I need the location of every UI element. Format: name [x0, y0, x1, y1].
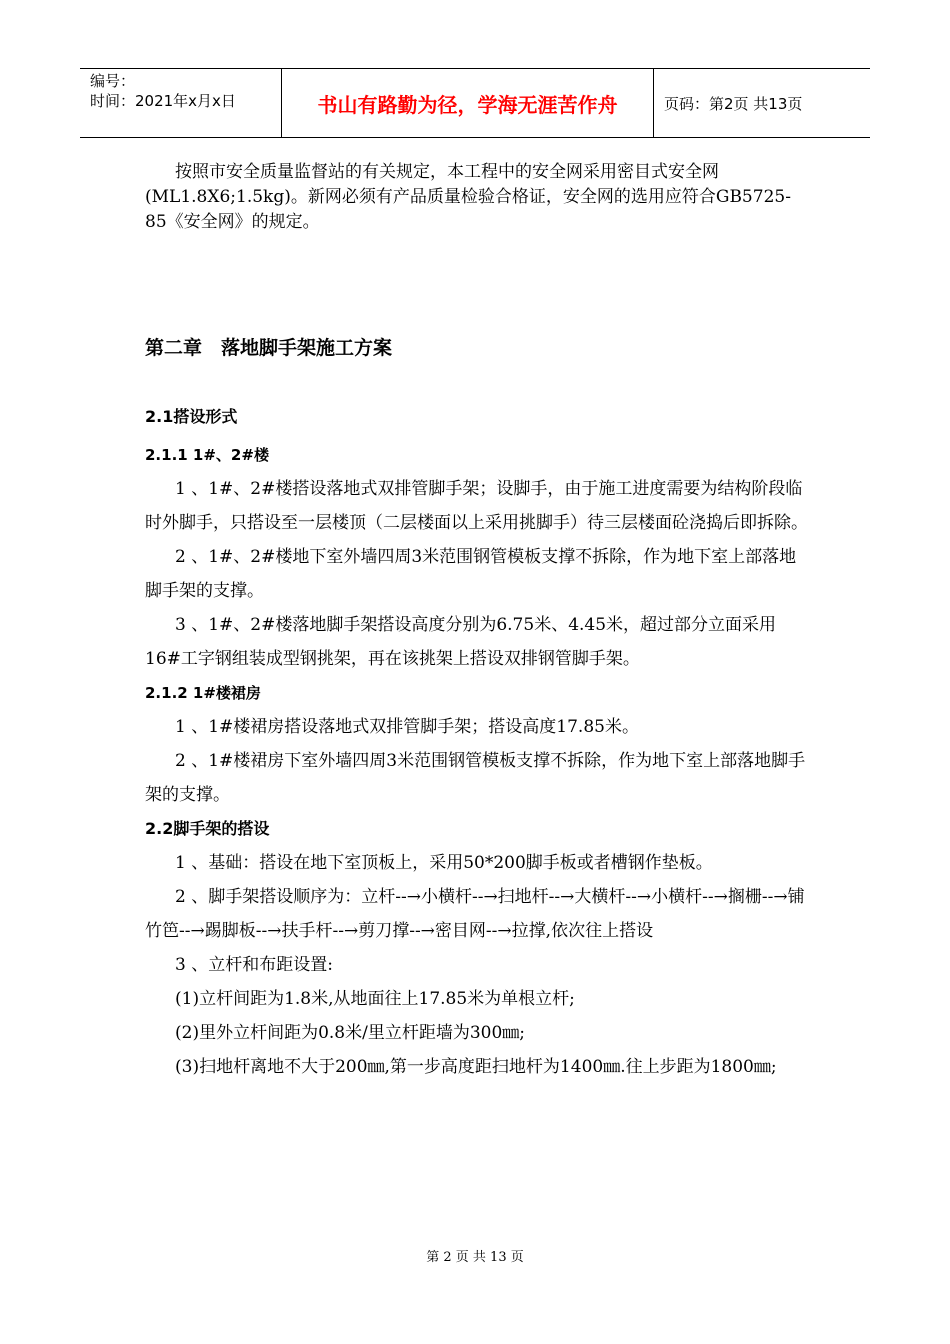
list-item: 3 、1#、2#楼落地脚手架搭设高度分别为6.75米、4.45米，超过部分立面采用16#工字钢组装成型钢挑架，再在该挑架上搭设双排钢管脚手架。 — [145, 615, 777, 669]
section-title: 2.2脚手架的搭设 — [145, 819, 270, 838]
list-item: (2)里外立杆间距为0.8米/里立杆距墙为300㎜; — [175, 1023, 526, 1043]
section-title: 2.1搭设形式 — [145, 407, 238, 426]
header-left-cell — [80, 69, 282, 137]
page-footer: 第 2 页 共 13 页 — [426, 1250, 524, 1265]
list-item: 1 、1#楼裙房搭设落地式双排管脚手架；搭设高度17.85米。 — [175, 717, 639, 737]
document-body — [145, 160, 810, 1084]
list-item: 2 、脚手架搭设顺序为：立杆--→小横杆--→扫地杆--→大横杆--→小横杆--→搁栅--→铺竹笆--→踢脚板--→扶手杆--→剪刀撑--→密目网--→拉撑,依次往上搭设 — [145, 887, 805, 941]
list-item: 2 、1#楼裙房下室外墙四周3米范围钢管模板支撑不拆除，作为地下室上部落地脚手架的支撑。 — [145, 751, 806, 805]
list-item: 3 、立杆和布距设置: — [175, 955, 333, 975]
list-item: 1 、1#、2#楼搭设落地式双排管脚手架；设脚手，由于施工进度需要为结构阶段临时外脚手，只搭设至一层楼顶（二层楼面以上采用挑脚手）待三层楼面砼浇捣后即拆除。 — [145, 479, 808, 533]
list-item: (1)立杆间距为1.8米,从地面往上17.85米为单根立杆; — [175, 989, 575, 1009]
list-item: 1 、基础：搭设在地下室顶板上，采用50*200脚手板或者槽钢作垫板。 — [175, 853, 713, 873]
page-info: 页码：第2页 共13页 — [664, 94, 803, 113]
time-label: 时间：2021年x月x日 — [90, 92, 236, 110]
list-item: 2 、1#、2#楼地下室外墙四周3米范围钢管模板支撑不拆除，作为地下室上部落地脚手架的支撑。 — [145, 547, 797, 601]
list-item: (3)扫地杆离地不大于200㎜,第一步高度距扫地杆为1400㎜.往上步距为1800㎜; — [175, 1057, 777, 1077]
document-header — [80, 68, 870, 138]
chapter-title: 第二章 落地脚手架施工方案 — [145, 337, 393, 359]
subsection-title: 2.1.1 1#、2#楼 — [145, 446, 269, 464]
intro-paragraph: 按照市安全质量监督站的有关规定，本工程中的安全网采用密目式安全网(ML1.8X6;1.5kg)。新网必须有产品质量检验合格证，安全网的选用应符合GB5725-85《安全网》的规定。 — [145, 162, 791, 232]
subsection-title: 2.1.2 1#楼裙房 — [145, 684, 261, 702]
motto: 书山有路勤为径，学海无涯苦作舟 — [282, 69, 654, 137]
number-label: 编号： — [90, 72, 136, 90]
